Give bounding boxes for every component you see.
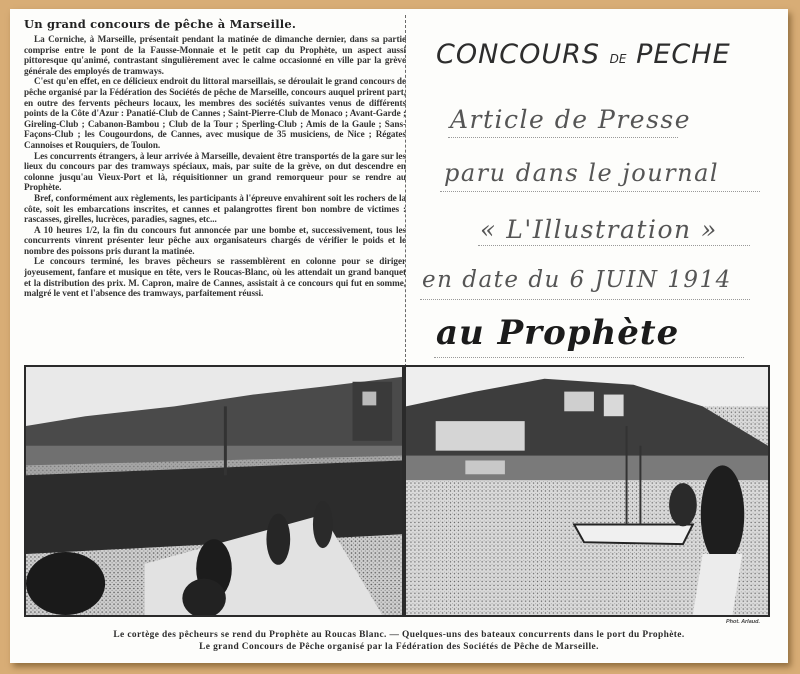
note-line-publication: « L'Illustration »: [480, 215, 718, 244]
photo-harbor-boats: [404, 365, 770, 617]
photo-credit: Phot. Arlaud.: [726, 619, 761, 625]
dotted-line: [478, 245, 750, 246]
note-title-end: PECHE: [636, 39, 731, 70]
note-line-location: au Prophète: [436, 313, 680, 353]
article-column: [24, 17, 406, 367]
note-title: [436, 39, 731, 70]
note-line-journal: paru dans le journal: [444, 159, 720, 187]
dotted-line: [420, 299, 750, 300]
dotted-line: [434, 357, 744, 358]
article-paragraph: Les concurrents étrangers, à leur arrivée à Marseille, devaient être transportés de la gare sur les lieux du concours par des tramways spéciaux, mais, par suite de la grève, on dut descendre en colonne jusqu'au Vieux-Port et là, réquisitionner un grand remorqueur pour se rendre au Prophète.: [24, 150, 406, 193]
handwritten-note: [410, 17, 780, 367]
article-paragraph: La Corniche, à Marseille, présentait pendant la matinée de dimanche dernier, dans sa partie comprise entre le pont de la Fausse-Monnaie et le petit cap du Prophète, un aspect aussi pittoresque qu'animé, contrastant singulièrement avec le calme occasionné en ville par la grève générale des employés de tramways.: [24, 34, 406, 76]
note-title-main: CONCOURS: [436, 39, 601, 70]
note-line-article: Article de Presse: [450, 105, 692, 134]
article-paragraph: Bref, conformément aux règlements, les participants à l'épreuve envahirent soit les rochers de la côte, soit les embarcations inscrites, et cannes et palangrottes firent bon nombre de victimes : rascasses, girelles, lucrèces, paradies, sagnes, etc...: [24, 192, 406, 225]
harbor-image: [406, 367, 768, 615]
note-line-date: en date du 6 JUIN 1914: [422, 267, 732, 293]
newspaper-clipping: [10, 9, 788, 663]
article-paragraph: C'est qu'en effet, en ce délicieux endroit du littoral marseillais, se déroulait le grand concours de pêche organisé par la Fédération des Sociétés de pêche de Marseille, concours auquel prirent part, en outre des fervents pêcheurs locaux, les membres des sociétés suivantes venus de différents points de la Côte d'Azur : Panatié-Club de Cannes ; Saint-Pierre-Club de Monaco ; Avant-Garde ; Gireling-Club ; Cabanon-Bambou ; Club de la Tour ; Sperling-Club ; Amis de la Gaule ; Sans-Façons-Club ; les Cougourdons, de Cannes, avec musique de 35 musiciens, de Nice ; Régates Cannoises et Rouquiers, de Toulon.: [24, 76, 406, 150]
photo-procession: [24, 365, 404, 617]
dotted-line: [448, 137, 678, 138]
procession-image: [26, 367, 402, 615]
dotted-line: [440, 191, 760, 192]
photo-caption-subtitle: Le grand Concours de Pêche organisé par la Fédération des Sociétés de Pêche de Marseille.: [199, 642, 599, 652]
article-paragraph: A 10 heures 1/2, la fin du concours fut annoncée par une bombe et, successivement, tous les concurrents vinrent présenter leur pêche aux organisateurs chargés de vérifier le poids et le nombre des poissons pris durant la matinée.: [24, 224, 406, 256]
photo-caption: Le cortège des pêcheurs se rend du Prophète au Roucas Blanc. — Quelques-uns des bateaux concurrents dans le port du Prophète.: [113, 630, 685, 640]
article-paragraph: Le concours terminé, les braves pêcheurs se rassemblèrent en colonne pour se diriger joyeusement, fanfare et musique en tête, vers le Roucas-Blanc, où les attendait un grand banquet et la distribution des prix. M. Capron, maire de Cannes, assistait à ce concours qui fut en somme, malgré le vent et l'absence des tramways, parfaitement réussi.: [24, 256, 406, 299]
column-divider: [405, 15, 407, 367]
article-title: Un grand concours de pêche à Marseille.: [24, 17, 297, 31]
note-title-small: DE: [609, 52, 627, 66]
